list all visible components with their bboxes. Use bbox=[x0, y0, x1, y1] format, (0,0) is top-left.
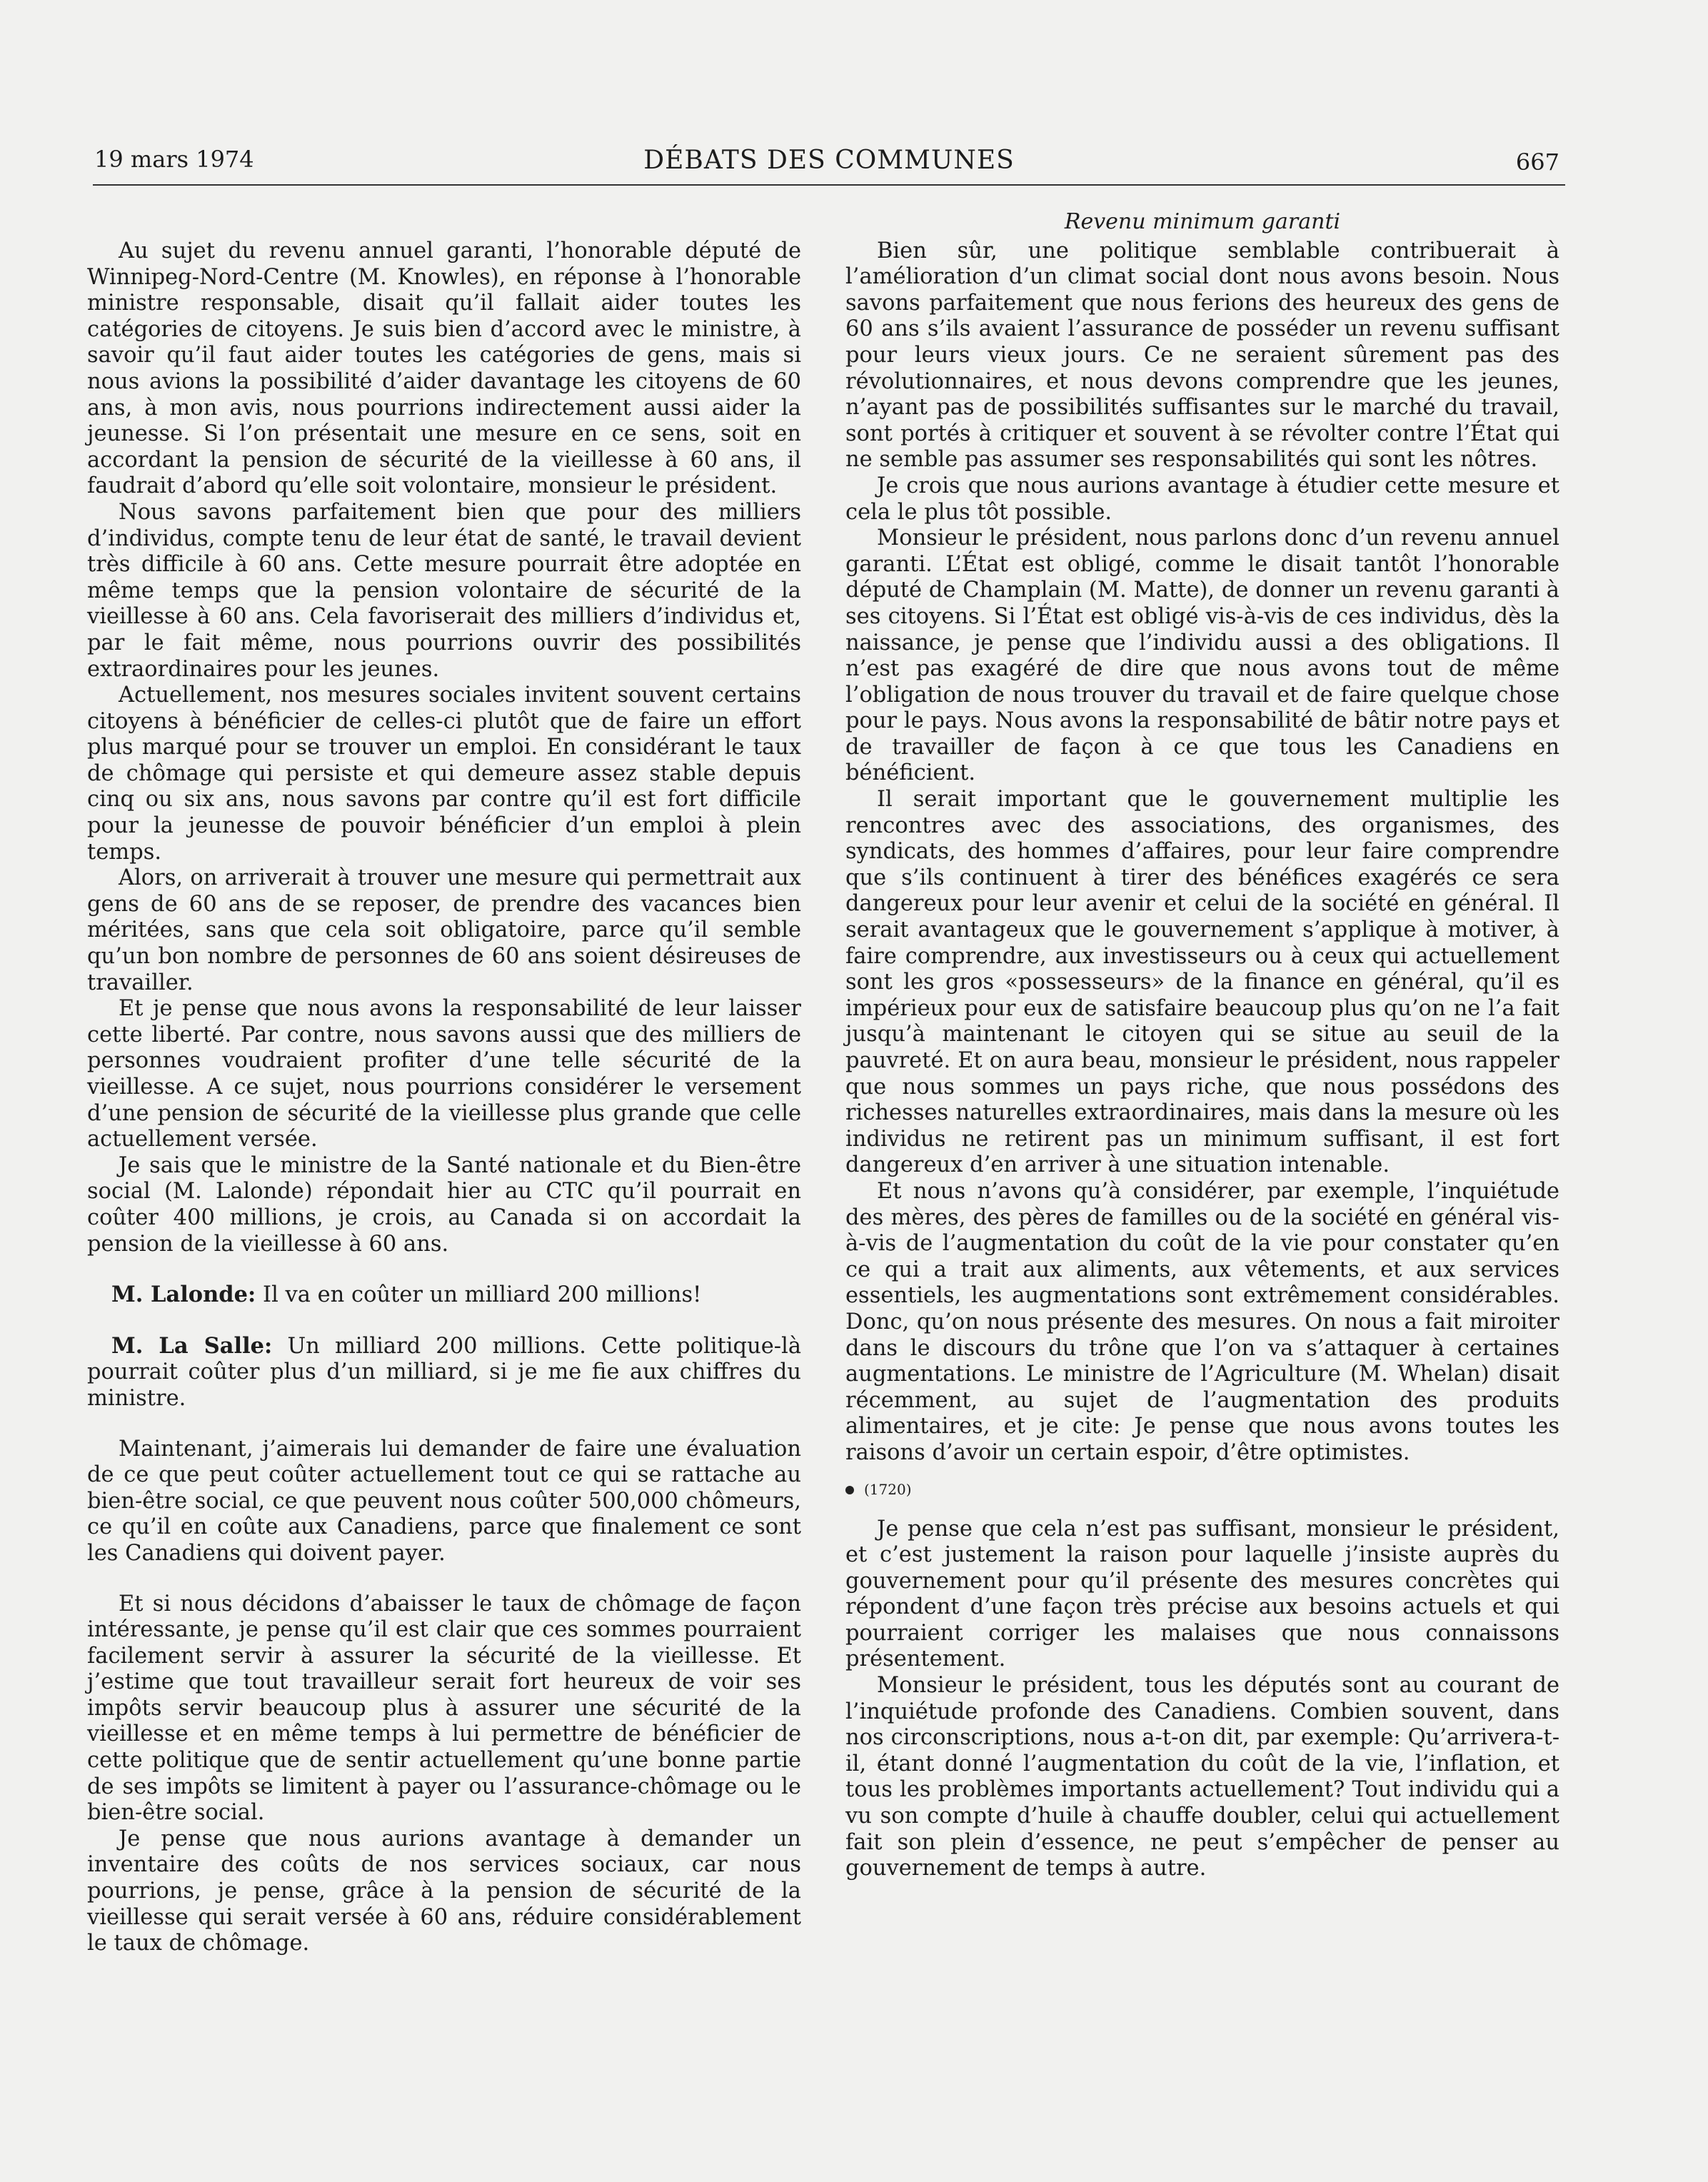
paragraph: Il serait important que le gouvernement multiplie les rencontres avec des associations, des organismes, des syndicats, des hommes d’affaires, pour leur faire comprendre que s’ils continuent à tirer des bénéfices exagérés ce sera dangereux pour leur avenir et celui de la société en général. Il serait avantageux que le gouvernement s’applique à motiver, à faire comprendre, aux investisseurs ou à ceux qui actuellement sont les gros «possesseurs» de la finance en général, qu’il es impérieux pour eux de satisfaire beaucoup plus qu’on ne l’a fait jusqu’à maintenant le citoyen qui se situe au seuil de la pauvreté. Et on aura beau, monsieur le président, nous rappeler que nous sommes un pays riche, que nous possédons des richesses naturelles extraordinaires, mais dans la mesure où les individus ne retirent pas un minimum suffisant, il est fort dangereux d’en arriver à une situation intenable. bbox=[845, 787, 1559, 1178]
paragraph: Nous savons parfaitement bien que pour des milliers d’individus, compte tenu de leur état de santé, le travail devient très difficile à 60 ans. Cette mesure pourrait être adoptée en même temps que la pension volontaire de sécurité de la vieillesse à 60 ans. Cela favoriserait des milliers d’individus et, par le fait même, nous pourrions ouvrir des possibilités extraordinaires pour les jeunes. bbox=[87, 499, 801, 682]
page-number: 667 bbox=[1515, 149, 1559, 176]
paragraph: Je pense que cela n’est pas suffisant, monsieur le président, et c’est justement la raison pour laquelle j’insiste auprès du gouvernement pour qu’il présente des mesures concrètes qui répondent d’une façon très précise aux besoins actuels et qui pourraient corriger les malaises que nous connaissons présentement. bbox=[845, 1516, 1559, 1672]
interjection bbox=[87, 1282, 801, 1309]
paragraph: Au sujet du revenu annuel garanti, l’honorable député de Winnipeg-Nord-Centre (M. Knowles), en réponse à l’honorable ministre responsable, disait qu’il fallait aider toutes les catégories de citoyens. Je suis bien d’accord avec le ministre, à savoir qu’il faut aider toutes les catégories de gens, mais si nous avions la possibilité d’aider davantage les citoyens de 60 ans, à mon avis, nous pourrions indirectement aussi aider la jeunesse. Si l’on présentait une mesure en ce sens, soit en accordant la pension de sécurité de la vieillesse à 60 ans, il faudrait d’abord qu’elle soit volontaire, monsieur le président. bbox=[87, 238, 801, 499]
speech-text: Il va en coûter un milliard 200 millions! bbox=[263, 1282, 702, 1308]
paragraph: Je sais que le ministre de la Santé nationale et du Bien-être social (M. Lalonde) répondait hier au CTC qu’il pourrait en coûter 400 millions, je crois, au Canada si on accordait la pension de la vieillesse à 60 ans. bbox=[87, 1152, 801, 1257]
subject-heading: Revenu minimum garanti bbox=[1064, 209, 1341, 234]
bullet-dot-icon bbox=[845, 1486, 854, 1494]
paragraph: Et nous n’avons qu’à considérer, par exemple, l’inquiétude des mères, des pères de familles ou de la société en général vis-à-vis de l’augmentation du coût de la vie pour constater qu’en ce qui a trait aux aliments, aux vêtements, et aux services essentiels, les augmentations sont extrêmement considérables. Donc, qu’on nous présente des mesures. On nous a fait miroiter dans le discours du trône que l’on va s’attaquer à certaines augmentations. Le ministre de l’Agriculture (M. Whelan) disait récemment, au sujet de l’augmentation des produits alimentaires, et je cite: Je pense que nous avons toutes les raisons d’avoir un certain espoir, d’être optimistes. bbox=[845, 1178, 1559, 1465]
paragraph: Monsieur le président, tous les députés sont au courant de l’inquiétude profonde des Canadiens. Combien souvent, dans nos circonscriptions, nous a-t-on dit, par exemple: Qu’arrivera-t-il, étant donné l’augmentation du coût de la vie, l’inflation, et tous les problèmes importants actuellement? Tout individu qui a vu son compte d’huile à chauffe doubler, celui qui actuellement fait son plein d’essence, ne peut s’empêcher de penser au gouvernement de temps à autre. bbox=[845, 1673, 1559, 1881]
paragraph: Bien sûr, une politique semblable contribuerait à l’amélioration d’un climat social dont nous avons besoin. Nous savons parfaitement que nous ferions des heureux des gens de 60 ans s’ils avaient l’assurance de posséder un revenu suffisant pour leurs vieux jours. Ce ne seraient sûrement pas des révolutionnaires, et nous devons comprendre que les jeunes, n’ayant pas de possibilités suffisantes sur le marché du travail, sont portés à critiquer et souvent à se révolter contre l’État qui ne semble pas assumer ses responsabilités qui sont les nôtres. bbox=[845, 238, 1559, 473]
left-column bbox=[87, 238, 801, 1957]
paragraph: Et je pense que nous avons la responsabilité de leur laisser cette liberté. Par contre, nous savons aussi que des milliers de personnes voudraient profiter d’une telle sécurité de la vieillesse. A ce sujet, nous pourrions considérer le versement d’une pension de sécurité de la vieillesse plus grande que celle actuellement versée. bbox=[87, 996, 801, 1152]
time-marker bbox=[845, 1481, 1559, 1498]
interjection bbox=[87, 1333, 801, 1412]
header-title: DÉBATS DES COMMUNES bbox=[643, 146, 1015, 175]
paragraph: Je pense que nous aurions avantage à demander un inventaire des coûts de nos services sociaux, car nous pourrions, je pense, grâce à la pension de sécurité de la vieillesse qui serait versée à 60 ans, réduire considérablement le taux de chômage. bbox=[87, 1826, 801, 1956]
paragraph: Alors, on arriverait à trouver une mesure qui permettrait aux gens de 60 ans de se reposer, de prendre des vacances bien méritées, sans que cela soit obligatoire, parce qu’il semble qu’un bon nombre de personnes de 60 ans soient désireuses de travailler. bbox=[87, 865, 801, 995]
speaker-name: M. La Salle: bbox=[111, 1332, 273, 1359]
time-marker-text: (1720) bbox=[864, 1480, 912, 1498]
speech-text: Un milliard 200 millions. Cette politique-là pourrait coûter plus d’un milliard, si je me fie aux chiffres du ministre. bbox=[87, 1333, 802, 1411]
page-header bbox=[93, 146, 1565, 186]
header-date: 19 mars 1974 bbox=[94, 146, 254, 173]
paragraph: Et si nous décidons d’abaisser le taux de chômage de façon intéressante, je pense qu’il est clair que ces sommes pourraient facilement servir à assurer la sécurité de la vieillesse. Et j’estime que tout travailleur serait fort heureux de voir ses impôts servir beaucoup plus à assurer une sécurité de la vieillesse et en même temps à lui permettre de bénéficier de cette politique que de sentir actuellement qu’une bonne partie de ses impôts se limitent à payer ou l’assurance-chômage ou le bien-être social. bbox=[87, 1591, 801, 1826]
paragraph: Monsieur le président, nous parlons donc d’un revenu annuel garanti. L’État est obligé, comme le disait tantôt l’honorable député de Champlain (M. Matte), de donner un revenu garanti à ses citoyens. Si l’État est obligé vis-à-vis de ces individus, dès la naissance, je pense que l’individu aussi a des obligations. Il n’est pas exagéré de dire que nous avons tout de même l’obligation de nous trouver du travail et de faire quelque chose pour le pays. Nous avons la responsabilité de bâtir notre pays et de travailler de façon à ce que tous les Canadiens en bénéficient. bbox=[845, 526, 1559, 786]
right-column bbox=[845, 209, 1559, 1882]
paragraph: Je crois que nous aurions avantage à étudier cette mesure et cela le plus tôt possible. bbox=[845, 473, 1559, 525]
paragraph: Maintenant, j’aimerais lui demander de faire une évaluation de ce que peut coûter actuellement tout ce qui se rattache au bien-être social, ce que peuvent nous coûter 500,000 chômeurs, ce qu’il en coûte aux Canadiens, parce que finalement ce sont les Canadiens qui doivent payer. bbox=[87, 1436, 801, 1566]
paragraph: Actuellement, nos mesures sociales invitent souvent certains citoyens à bénéficier de celles-ci plutôt que de faire un effort plus marqué pour se trouver un emploi. En considérant le taux de chômage qui persiste et qui demeure assez stable depuis cinq ou six ans, nous savons par contre qu’il est fort difficile pour la jeunesse de pouvoir bénéficier d’un emploi à plein temps. bbox=[87, 683, 801, 865]
speaker-name: M. Lalonde: bbox=[111, 1282, 256, 1308]
